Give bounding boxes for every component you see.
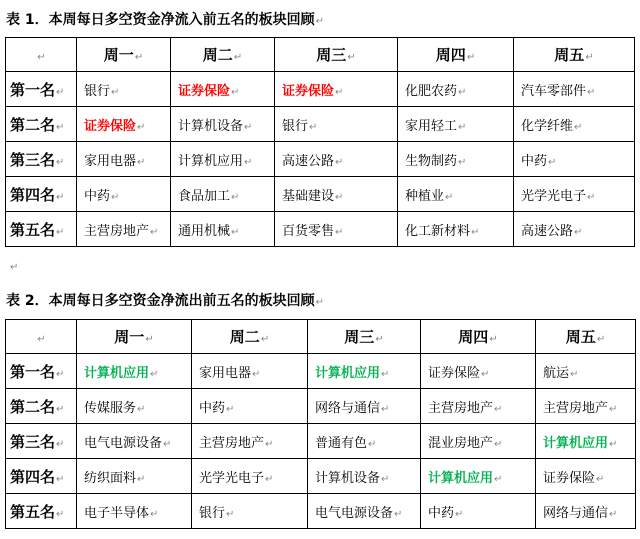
sector-name: 光学光电子 [521, 188, 587, 204]
rank-label-text: 第二名 [10, 115, 56, 134]
table1-caption-text: 表 1．本周每日多空资金净流入前五名的板块回顾 [6, 12, 315, 28]
sector-cell [421, 354, 536, 389]
paragraph-mark-icon: ↵ [56, 438, 65, 450]
paragraph-mark-icon: ↵ [394, 508, 403, 520]
sector-name: 化工新材料 [405, 223, 471, 239]
sector-cell [192, 354, 308, 389]
paragraph-mark-icon: ↵ [574, 121, 583, 133]
paragraph-mark-icon: ↵ [56, 121, 65, 133]
sector-cell [192, 459, 308, 494]
paragraph-mark-icon: ↵ [56, 226, 65, 238]
paragraph-mark-icon: ↵ [226, 508, 235, 520]
sector-cell [171, 177, 275, 212]
sector-name: 混业房地产 [428, 435, 494, 451]
sector-name: 基础建设 [282, 188, 335, 204]
day-label: 周四 [435, 46, 466, 64]
table1-caption [6, 10, 324, 32]
sector-name: 中药 [428, 505, 455, 521]
sector-name: 中药 [84, 188, 111, 204]
sector-cell [275, 142, 398, 177]
sector-name: 银行 [84, 83, 111, 99]
rank-label-text: 第五名 [10, 502, 56, 521]
sector-cell [171, 212, 275, 247]
paragraph-mark-icon: ↵ [587, 191, 596, 203]
paragraph-mark-icon: ↵ [244, 121, 253, 133]
sector-name: 家用电器 [199, 365, 252, 381]
sector-cell [308, 459, 421, 494]
paragraph-mark-icon: ↵ [56, 156, 65, 168]
sector-name: 计算机设备 [315, 470, 381, 486]
paragraph-mark-icon: ↵ [481, 368, 490, 380]
sector-cell [536, 354, 636, 389]
rank-label [6, 389, 77, 424]
sector-name: 计算机应用 [428, 470, 494, 486]
paragraph-mark-icon: ↵ [609, 438, 618, 450]
sector-name: 银行 [282, 118, 309, 134]
paragraph-mark-icon: ↵ [233, 52, 243, 63]
sector-name: 证券保险 [178, 83, 231, 99]
sector-cell [275, 107, 398, 142]
day-label: 周四 [458, 328, 489, 346]
rank-label [6, 494, 77, 529]
table-row [6, 107, 635, 142]
paragraph-mark-icon: ↵ [10, 262, 19, 273]
sector-cell [514, 177, 635, 212]
paragraph-mark-icon: ↵ [315, 297, 325, 308]
sector-cell [398, 107, 514, 142]
sector-name: 高速公路 [521, 223, 574, 239]
sector-name: 食品加工 [178, 188, 231, 204]
table1-body [6, 72, 635, 247]
sector-name: 计算机应用 [315, 365, 381, 381]
sector-cell [77, 177, 171, 212]
paragraph-mark-icon: ↵ [150, 368, 159, 380]
sector-name: 化肥农药 [405, 83, 458, 99]
rank-label [6, 142, 77, 177]
table1-header-mon [77, 38, 171, 72]
paragraph-mark-icon: ↵ [458, 86, 467, 98]
paragraph-mark-icon: ↵ [134, 52, 144, 63]
sector-cell [77, 72, 171, 107]
table1 [5, 37, 635, 247]
sector-cell [536, 459, 636, 494]
sector-cell [77, 212, 171, 247]
table2-corner-cell [6, 320, 77, 354]
paragraph-mark-icon: ↵ [381, 403, 390, 415]
rank-label-text: 第四名 [10, 467, 56, 486]
paragraph-mark-icon: ↵ [226, 403, 235, 415]
table-row [6, 72, 635, 107]
sector-cell [308, 494, 421, 529]
day-label: 周二 [202, 46, 233, 64]
paragraph-mark-icon: ↵ [111, 191, 120, 203]
day-label: 周三 [344, 328, 375, 346]
sector-name: 普通有色 [315, 435, 368, 451]
sector-cell [421, 494, 536, 529]
paragraph-mark-icon: ↵ [56, 191, 65, 203]
sector-name: 计算机应用 [84, 365, 150, 381]
paragraph-mark-icon: ↵ [37, 333, 46, 345]
sector-cell [536, 494, 636, 529]
sector-name: 网络与通信 [315, 400, 381, 416]
paragraph-mark-icon: ↵ [548, 156, 557, 168]
table2-caption [6, 291, 324, 313]
rank-label [6, 354, 77, 389]
paragraph-mark-icon: ↵ [244, 156, 253, 168]
paragraph-mark-icon: ↵ [137, 121, 146, 133]
paragraph-mark-icon: ↵ [368, 438, 377, 450]
table1-header-row [6, 38, 635, 72]
paragraph-mark-icon: ↵ [458, 156, 467, 168]
paragraph-mark-icon: ↵ [381, 368, 390, 380]
paragraph-mark-icon: ↵ [150, 508, 159, 520]
sector-cell [514, 142, 635, 177]
sector-name: 通用机械 [178, 223, 231, 239]
sector-name: 中药 [521, 153, 548, 169]
table1-header-thu [398, 38, 514, 72]
sector-cell [192, 494, 308, 529]
table-row [6, 389, 636, 424]
sector-name: 家用电器 [84, 153, 137, 169]
sector-cell [514, 72, 635, 107]
day-label: 周三 [316, 46, 347, 64]
table2 [5, 319, 636, 529]
paragraph-mark-icon: ↵ [335, 156, 344, 168]
paragraph-mark-icon: ↵ [574, 226, 583, 238]
rank-label-text: 第三名 [10, 150, 56, 169]
paragraph-mark-icon: ↵ [111, 86, 120, 98]
paragraph-mark-icon: ↵ [466, 52, 476, 63]
rank-label [6, 72, 77, 107]
sector-name: 种植业 [405, 188, 445, 204]
table1-header-fri [514, 38, 635, 72]
table-row [6, 494, 636, 529]
sector-cell [77, 142, 171, 177]
rank-label [6, 459, 77, 494]
sector-name: 中药 [199, 400, 226, 416]
paragraph-mark-icon: ↵ [309, 121, 318, 133]
paragraph-mark-icon: ↵ [458, 121, 467, 133]
sector-cell [77, 494, 192, 529]
sector-cell [77, 389, 192, 424]
paragraph-mark-icon: ↵ [494, 473, 503, 485]
paragraph-mark-icon: ↵ [137, 403, 146, 415]
day-label: 周一 [103, 46, 134, 64]
sector-name: 电子半导体 [84, 505, 150, 521]
paragraph-mark-icon: ↵ [585, 52, 594, 63]
table-row [6, 459, 636, 494]
rank-label-text: 第二名 [10, 397, 56, 416]
sector-cell [275, 177, 398, 212]
table-row [6, 177, 635, 212]
paragraph-mark-icon: ↵ [375, 334, 384, 345]
sector-name: 家用轻工 [405, 118, 458, 134]
sector-cell [171, 142, 275, 177]
sector-cell [398, 177, 514, 212]
paragraph-mark-icon: ↵ [56, 508, 65, 520]
sector-name: 银行 [199, 505, 226, 521]
paragraph-mark-icon: ↵ [137, 473, 146, 485]
sector-cell [77, 459, 192, 494]
paragraph-mark-icon: ↵ [489, 334, 498, 345]
table2-header-fri [536, 320, 636, 354]
table1-corner-cell [6, 38, 77, 72]
sector-cell [308, 389, 421, 424]
sector-cell [421, 389, 536, 424]
rank-label-text: 第一名 [10, 362, 56, 381]
day-label: 周五 [554, 46, 585, 64]
paragraph-mark-icon: ↵ [260, 334, 270, 345]
sector-name: 电气电源设备 [84, 435, 163, 451]
paragraph-mark-icon: ↵ [150, 226, 159, 238]
sector-name: 计算机应用 [543, 435, 609, 451]
sector-name: 高速公路 [282, 153, 335, 169]
day-label: 周二 [229, 328, 260, 346]
paragraph-mark-icon: ↵ [56, 473, 65, 485]
sector-name: 航运 [543, 365, 570, 381]
rank-label-text: 第四名 [10, 185, 56, 204]
sector-name: 传媒服务 [84, 400, 137, 416]
paragraph-mark-icon: ↵ [381, 473, 390, 485]
paragraph-mark-icon: ↵ [335, 226, 344, 238]
sector-cell [421, 424, 536, 459]
sector-name: 主营房地产 [428, 400, 494, 416]
sector-cell [308, 354, 421, 389]
table2-header-mon [77, 320, 192, 354]
table-row [6, 212, 635, 247]
table2-header-wed [308, 320, 421, 354]
paragraph-mark-icon: ↵ [315, 16, 325, 27]
sector-cell [171, 72, 275, 107]
table2-header-thu [421, 320, 536, 354]
sector-cell [192, 389, 308, 424]
paragraph-mark-icon: ↵ [335, 191, 344, 203]
paragraph-mark-icon: ↵ [145, 334, 154, 345]
sector-cell [275, 212, 398, 247]
table2-caption-text: 表 2．本周每日多空资金净流出前五名的板块回顾 [6, 293, 315, 309]
paragraph-mark-icon: ↵ [231, 86, 240, 98]
sector-name: 纺织面料 [84, 470, 137, 486]
sector-cell [77, 354, 192, 389]
table2-body [6, 354, 636, 529]
sector-name: 主营房地产 [84, 223, 150, 239]
table2-header-tue [192, 320, 308, 354]
paragraph-mark-icon: ↵ [56, 368, 65, 380]
paragraph-mark-icon: ↵ [587, 86, 596, 98]
sector-cell [536, 424, 636, 459]
rank-label [6, 107, 77, 142]
table1-header-wed [275, 38, 398, 72]
paragraph-mark-icon: ↵ [265, 473, 274, 485]
rank-label-text: 第三名 [10, 432, 56, 451]
sector-cell [514, 107, 635, 142]
paragraph-mark-icon: ↵ [163, 438, 172, 450]
sector-name: 计算机设备 [178, 118, 244, 134]
rank-label [6, 212, 77, 247]
sector-cell [308, 424, 421, 459]
day-label: 周五 [565, 328, 596, 346]
sector-cell [398, 212, 514, 247]
paragraph-mark-icon: ↵ [609, 403, 618, 415]
sector-name: 证券保险 [282, 83, 335, 99]
paragraph-mark-icon: ↵ [56, 86, 65, 98]
rank-label-text: 第五名 [10, 220, 56, 239]
sector-name: 电气电源设备 [315, 505, 394, 521]
sector-cell [536, 389, 636, 424]
sector-name: 证券保险 [84, 118, 137, 134]
table1-header-tue [171, 38, 275, 72]
paragraph-mark-icon: ↵ [455, 508, 464, 520]
sector-cell [171, 107, 275, 142]
paragraph-mark-icon: ↵ [494, 438, 503, 450]
sector-name: 计算机应用 [178, 153, 244, 169]
table-row [6, 142, 635, 177]
paragraph-mark-icon: ↵ [471, 226, 480, 238]
paragraph-mark-icon: ↵ [56, 403, 65, 415]
paragraph-mark-icon: ↵ [347, 52, 356, 63]
paragraph-mark-icon: ↵ [37, 51, 46, 63]
paragraph-mark-icon: ↵ [231, 191, 240, 203]
day-label: 周一 [114, 328, 145, 346]
sector-name: 证券保险 [428, 365, 481, 381]
sector-name: 汽车零部件 [521, 83, 587, 99]
paragraph-mark-icon: ↵ [335, 86, 344, 98]
sector-name: 生物制药 [405, 153, 458, 169]
paragraph-mark-icon: ↵ [494, 403, 503, 415]
table-row [6, 424, 636, 459]
sector-cell [398, 142, 514, 177]
paragraph-mark-icon: ↵ [609, 508, 618, 520]
paragraph-mark-icon: ↵ [445, 191, 454, 203]
sector-cell [398, 72, 514, 107]
rank-label [6, 177, 77, 212]
rank-label [6, 424, 77, 459]
paragraph-mark-icon: ↵ [265, 438, 274, 450]
sector-name: 百货零售 [282, 223, 335, 239]
table-row [6, 354, 636, 389]
sector-name: 化学纤维 [521, 118, 574, 134]
sector-name: 主营房地产 [199, 435, 265, 451]
paragraph-mark-icon: ↵ [231, 226, 240, 238]
paragraph-mark-icon: ↵ [137, 156, 146, 168]
sector-cell [77, 107, 171, 142]
empty-paragraph [10, 262, 18, 273]
sector-cell [275, 72, 398, 107]
sector-name: 主营房地产 [543, 400, 609, 416]
sector-name: 证券保险 [543, 470, 596, 486]
rank-label-text: 第一名 [10, 80, 56, 99]
sector-cell [421, 459, 536, 494]
sector-cell [192, 424, 308, 459]
table2-header-row [6, 320, 636, 354]
sector-name: 网络与通信 [543, 505, 609, 521]
sector-cell [514, 212, 635, 247]
paragraph-mark-icon: ↵ [252, 368, 261, 380]
paragraph-mark-icon: ↵ [596, 473, 605, 485]
paragraph-mark-icon: ↵ [570, 368, 579, 380]
paragraph-mark-icon: ↵ [596, 334, 606, 345]
sector-name: 光学光电子 [199, 470, 265, 486]
sector-cell [77, 424, 192, 459]
